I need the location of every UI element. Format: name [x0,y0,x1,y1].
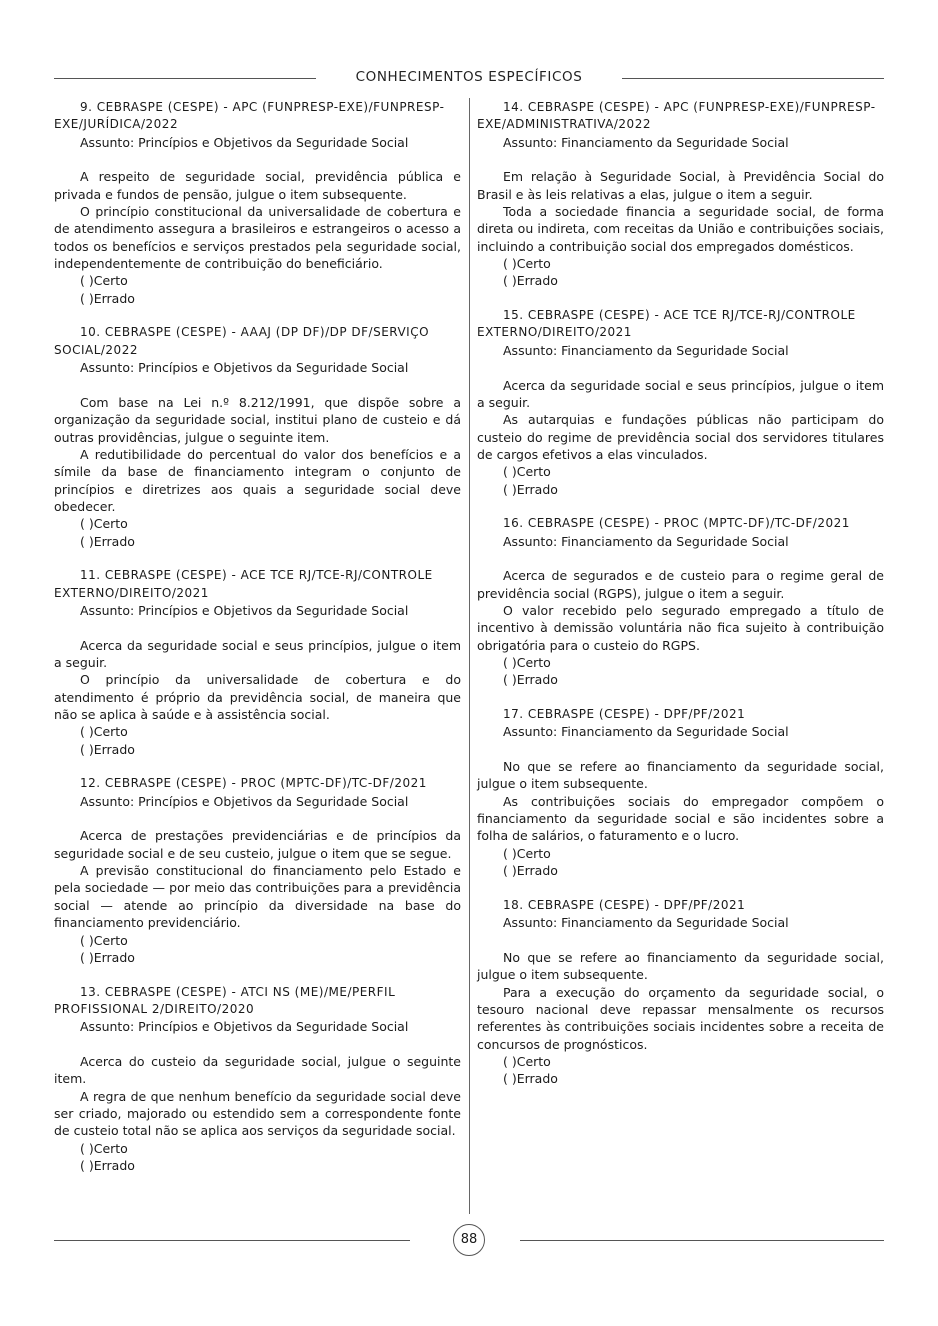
question-statement: O princípio constitucional da universalidade de cobertura e de atendimento assegura a brasileiros e estrangeiros o acesso a todos os benefícios e serviços prestados pela seguridade social, independentemente de contribuição do beneficiário. [54,204,461,272]
question-title: 16. CEBRASPE (CESPE) - PROC (MPTC-DF)/TC-DF/2021 [503,516,850,531]
question-intro: No que se refere ao financiamento da seguridade social, julgue o item subsequente. [477,949,884,983]
option-certo[interactable]: ( )Certo [80,273,128,289]
question-11 [54,567,461,758]
question-intro: Acerca de prestações previdenciárias e de princípios da seguridade social e de seu custeio, julgue o item que se segue. [54,828,461,861]
question-statement: O valor recebido pelo segurado empregado a título de incentivo à demissão voluntária não fica sujeito à contribuição obrigatória para o custeio do RGPS. [477,602,884,653]
option-errado[interactable]: ( )Errado [80,290,135,306]
option-errado[interactable]: ( )Errado [80,1157,135,1173]
option-certo[interactable]: ( )Certo [80,724,128,740]
question-subject: Assunto: Financiamento da Seguridade Social [503,724,789,740]
question-title: 9. CEBRASPE (CESPE) - APC (FUNPRESP-EXE)/FUNPRESP-EXE/JURÍDICA/2022 [54,100,445,132]
question-intro: Acerca da seguridade social e seus princípios, julgue o item a seguir. [54,637,461,670]
question-intro: A respeito de seguridade social, previdência pública e privada e fundos de pensão, julgue o item subsequente. [54,169,461,202]
question-title: 14. CEBRASPE (CESPE) - APC (FUNPRESP-EXE)/FUNPRESP-EXE/ADMINISTRATIVA/2022 [477,100,876,132]
left-column [54,99,461,1174]
option-certo[interactable]: ( )Certo [80,1140,128,1156]
option-certo[interactable]: ( )Certo [503,464,551,480]
option-errado[interactable]: ( )Errado [503,273,558,289]
question-statement: A regra de que nenhum benefício da seguridade social deve ser criado, majorado ou estendido sem a correspondente fonte de custeio total não se aplica aos serviços da seguridade social. [54,1088,461,1139]
option-certo[interactable]: ( )Certo [503,655,551,670]
question-subject: Assunto: Princípios e Objetivos da Seguridade Social [80,602,409,618]
question-subject: Assunto: Princípios e Objetivos da Seguridade Social [80,360,409,376]
footer-rule-left [54,1240,410,1241]
question-subject: Assunto: Princípios e Objetivos da Seguridade Social [80,1019,409,1035]
question-subject: Assunto: Princípios e Objetivos da Seguridade Social [80,134,409,150]
question-14 [477,99,884,290]
option-errado[interactable]: ( )Errado [503,863,558,879]
question-intro: Acerca da seguridade social e seus princípios, julgue o item a seguir. [477,377,884,410]
question-intro: Acerca de segurados e de custeio para o regime geral de previdência social (RGPS), julgue o item a seguir. [477,568,884,601]
question-18 [477,897,884,1088]
question-statement: A redutibilidade do percentual do valor dos benefícios e a símile da base de financiamento integram o conjunto de princípios e diretrizes aos quais a seguridade social deve obedecer. [54,446,461,514]
option-certo[interactable]: ( )Certo [503,845,551,861]
question-12 [54,775,461,966]
question-statement: A previsão constitucional do financiamento pelo Estado e pela sociedade — por meio das contribuições para a previdência social — atende ao princípio da diversidade na base do financiamento previdenciário. [54,863,461,931]
question-10 [54,324,461,549]
page-header-title: CONHECIMENTOS ESPECÍFICOS [355,69,583,85]
page-number: 88 [453,1224,485,1256]
question-intro: Acerca do custeio da seguridade social, julgue o seguinte item. [54,1053,461,1087]
column-divider [469,98,470,1214]
question-subject: Assunto: Financiamento da Seguridade Social [503,915,789,931]
option-certo[interactable]: ( )Certo [80,516,128,532]
question-15 [477,307,884,498]
question-intro: Com base na Lei n.º 8.212/1991, que dispõe sobre a organização da seguridade social, institui plano de custeio e dá outras providências, julgue o seguinte item. [54,394,461,445]
question-title: 10. CEBRASPE (CESPE) - AAAJ (DP DF)/DP DF/SERVIÇO SOCIAL/2022 [54,325,430,357]
option-errado[interactable]: ( )Errado [503,1071,558,1087]
option-certo[interactable]: ( )Certo [80,932,128,948]
header-rule-left [54,78,316,79]
option-errado[interactable]: ( )Errado [503,481,558,497]
option-certo[interactable]: ( )Certo [503,256,551,272]
question-title: 17. CEBRASPE (CESPE) - DPF/PF/2021 [503,707,746,722]
question-title: 12. CEBRASPE (CESPE) - PROC (MPTC-DF)/TC-DF/2021 [80,776,427,791]
option-errado[interactable]: ( )Errado [80,533,135,549]
question-statement: As contribuições sociais do empregador compõem o financiamento da seguridade social e são incidentes sobre a folha de salários, o faturamento e o lucro. [477,793,884,844]
question-title: 13. CEBRASPE (CESPE) - ATCI NS (ME)/ME/PERFIL PROFISSIONAL 2/DIREITO/2020 [54,984,396,1016]
question-intro: Em relação à Seguridade Social, à Previdência Social do Brasil e às leis relativas a elas, julgue o item a seguir. [477,169,884,202]
question-intro: No que se refere ao financiamento da seguridade social, julgue o item subsequente. [477,759,884,792]
question-subject: Assunto: Financiamento da Seguridade Social [503,342,789,358]
option-errado[interactable]: ( )Errado [80,949,135,965]
option-certo[interactable]: ( )Certo [503,1053,551,1069]
question-subject: Assunto: Princípios e Objetivos da Seguridade Social [80,793,409,809]
question-subject: Assunto: Financiamento da Seguridade Social [503,533,789,549]
question-9 [54,99,461,307]
option-errado[interactable]: ( )Errado [503,672,558,688]
question-title: 15. CEBRASPE (CESPE) - ACE TCE RJ/TCE-RJ/CONTROLE EXTERNO/DIREITO/2021 [477,308,856,340]
question-17 [477,706,884,879]
question-title: 18. CEBRASPE (CESPE) - DPF/PF/2021 [503,897,746,912]
footer-rule-right [520,1240,884,1241]
question-13 [54,984,461,1175]
question-statement: Toda a sociedade financia a seguridade social, de forma direta ou indireta, com receitas da União e contribuições sociais, incluindo a contribuição social dos empregados domésticos. [477,204,884,254]
question-16 [477,515,884,688]
header-rule-right [622,78,884,79]
question-statement: Para a execução do orçamento da seguridade social, o tesouro nacional deve repassar mensalmente os recursos referentes às contribuições sociais incidentes sobre a receita de concursos de prognósticos. [477,984,884,1052]
question-statement: O princípio da universalidade de cobertura e do atendimento é próprio da previdência social, de maneira que não se aplica à saúde e à assistência social. [54,672,461,723]
question-statement: As autarquias e fundações públicas não participam do custeio do regime de previdência social dos servidores titulares de cargos efetivos a elas vinculados. [477,412,884,462]
right-column [477,99,884,1088]
question-title: 11. CEBRASPE (CESPE) - ACE TCE RJ/TCE-RJ/CONTROLE EXTERNO/DIREITO/2021 [54,568,433,600]
option-errado[interactable]: ( )Errado [80,741,135,757]
question-subject: Assunto: Financiamento da Seguridade Social [503,134,789,150]
